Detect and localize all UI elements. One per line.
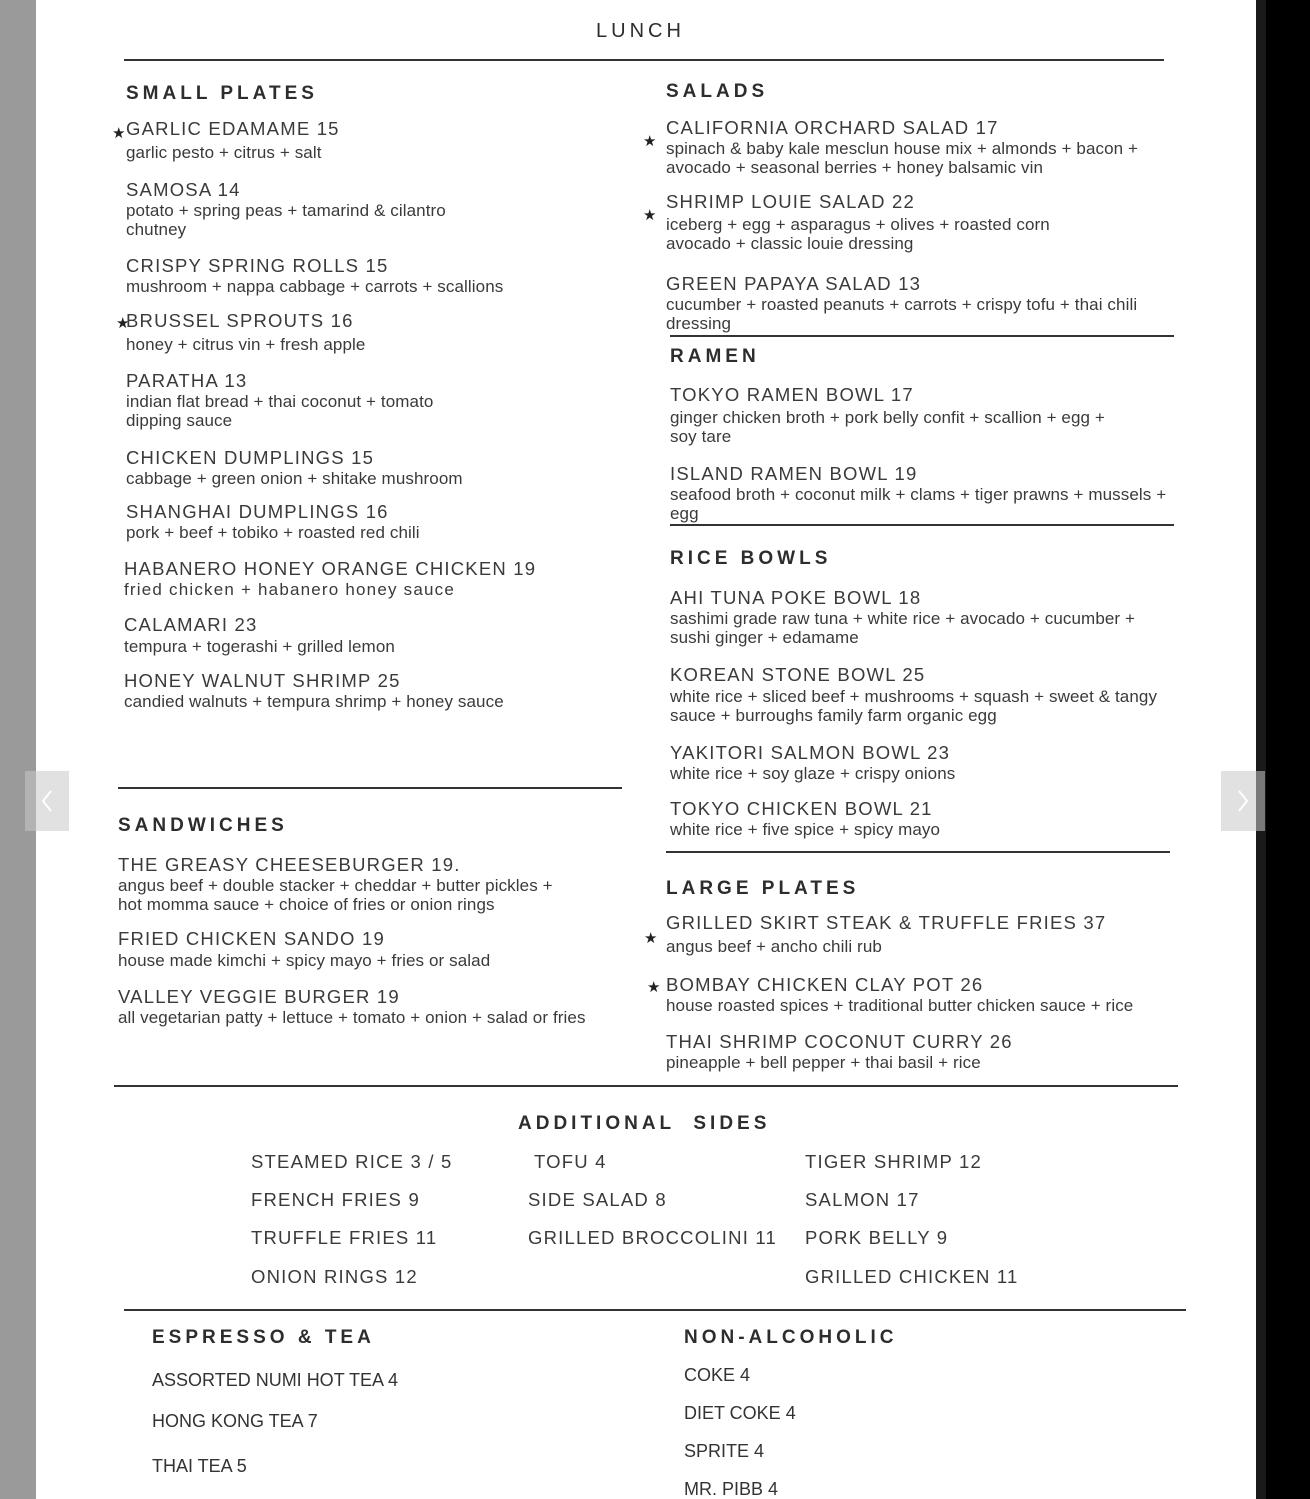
item-description: garlic pesto + citrus + salt bbox=[126, 143, 322, 162]
large-plates-heading: LARGE PLATES bbox=[666, 878, 860, 899]
item-description: honey + citrus vin + fresh apple bbox=[126, 335, 366, 354]
star-marker: ★ bbox=[647, 979, 661, 996]
item-description: candied walnuts + tempura shrimp + honey sauce bbox=[124, 692, 504, 711]
item-name: VALLEY VEGGIE BURGER 19 bbox=[118, 986, 400, 1007]
star-marker: ★ bbox=[644, 930, 658, 947]
item-name: TOKYO RAMEN BOWL 17 bbox=[670, 384, 914, 405]
star-marker: ★ bbox=[112, 125, 126, 142]
item-description: pork + beef + tobiko + roasted red chili bbox=[126, 523, 420, 542]
item-name: SAMOSA 14 bbox=[126, 179, 241, 200]
drink-item: MR. PIBB 4 bbox=[684, 1479, 779, 1499]
menu-item bbox=[124, 670, 604, 711]
item-description: white rice + five spice + spicy mayo bbox=[670, 820, 941, 839]
item-description: white rice + sliced beef + mushrooms + squash + sweet & tangy sauce + burroughs family farm organic egg bbox=[670, 687, 1158, 725]
item-name: SHANGHAI DUMPLINGS 16 bbox=[126, 501, 389, 522]
sandwiches-heading: SANDWICHES bbox=[118, 815, 288, 836]
ramen-heading: RAMEN bbox=[670, 346, 760, 367]
item-description: indian flat bread + thai coconut + tomato dipping sauce bbox=[126, 392, 434, 430]
chevron-right-icon bbox=[1233, 787, 1253, 815]
menu-item bbox=[670, 587, 1160, 647]
menu-item bbox=[670, 463, 1180, 523]
item-description: ginger chicken broth + pork belly confit + scallion + egg + soy tare bbox=[670, 408, 1105, 446]
item-name: CRISPY SPRING ROLLS 15 bbox=[126, 255, 389, 276]
non-alcoholic-heading: NON-ALCOHOLIC bbox=[684, 1327, 898, 1348]
item-description: house made kimchi + spicy mayo + fries or salad bbox=[118, 951, 491, 970]
menu-page bbox=[36, 0, 1256, 1499]
divider bbox=[114, 1085, 1178, 1087]
drink-item: COKE 4 bbox=[684, 1365, 751, 1385]
item-name: TOKYO CHICKEN BOWL 21 bbox=[670, 798, 933, 819]
drink-item: THAI TEA 5 bbox=[152, 1456, 247, 1476]
item-name: YAKITORI SALMON BOWL 23 bbox=[670, 742, 951, 763]
item-description: white rice + soy glaze + crispy onions bbox=[670, 764, 956, 783]
rice-bowls-heading: RICE BOWLS bbox=[670, 548, 832, 569]
drink-item: SPRITE 4 bbox=[684, 1441, 765, 1461]
viewer-right-edge bbox=[1256, 0, 1266, 1499]
side-item: GRILLED BROCCOLINI 11 bbox=[528, 1227, 777, 1248]
menu-item bbox=[670, 664, 1180, 725]
menu-item bbox=[118, 854, 558, 914]
side-item: FRENCH FRIES 9 bbox=[251, 1189, 420, 1210]
menu-item bbox=[118, 986, 628, 1027]
star-marker: ★ bbox=[116, 315, 130, 332]
item-description: all vegetarian patty + lettuce + tomato + onion + salad or fries bbox=[118, 1008, 586, 1027]
menu-item bbox=[670, 798, 1170, 839]
item-description: cucumber + roasted peanuts + carrots + crispy tofu + thai chili dressing bbox=[666, 295, 1138, 333]
next-page-button[interactable] bbox=[1221, 771, 1265, 831]
menu-item bbox=[126, 370, 476, 430]
menu-item bbox=[666, 273, 1156, 333]
menu-item bbox=[126, 447, 606, 488]
viewer-left-edge bbox=[0, 0, 36, 1499]
item-name: ISLAND RAMEN BOWL 19 bbox=[670, 463, 918, 484]
menu-item bbox=[670, 384, 1120, 446]
item-description: tempura + togerashi + grilled lemon bbox=[124, 637, 395, 656]
item-name: GRILLED SKIRT STEAK & TRUFFLE FRIES 37 bbox=[666, 912, 1107, 933]
item-description: spinach & baby kale mesclun house mix + almonds + bacon + avocado + seasonal berries + honey balsamic vin bbox=[666, 139, 1139, 177]
salads-heading: SALADS bbox=[666, 81, 769, 102]
item-name: HABANERO HONEY ORANGE CHICKEN 19 bbox=[124, 558, 537, 579]
side-item: TIGER SHRIMP 12 bbox=[805, 1151, 983, 1172]
item-name: CALAMARI 23 bbox=[124, 614, 258, 635]
item-name: KOREAN STONE BOWL 25 bbox=[670, 664, 926, 685]
item-name: CHICKEN DUMPLINGS 15 bbox=[126, 447, 375, 468]
divider bbox=[124, 1309, 1186, 1311]
espresso-tea-heading: ESPRESSO & TEA bbox=[152, 1327, 375, 1348]
item-name: HONEY WALNUT SHRIMP 25 bbox=[124, 670, 401, 691]
item-description: sashimi grade raw tuna + white rice + avocado + cucumber + sushi ginger + edamame bbox=[670, 609, 1136, 647]
item-name: THAI SHRIMP COCONUT CURRY 26 bbox=[666, 1031, 1013, 1052]
item-name: GARLIC EDAMAME 15 bbox=[126, 118, 340, 139]
item-description: mushroom + nappa cabbage + carrots + scallions bbox=[126, 277, 504, 296]
menu-item bbox=[126, 118, 606, 162]
drink-item: HONG KONG TEA 7 bbox=[152, 1411, 318, 1431]
side-item: GRILLED CHICKEN 11 bbox=[805, 1266, 1019, 1287]
item-name: THE GREASY CHEESEBURGER 19. bbox=[118, 854, 461, 875]
divider bbox=[666, 851, 1170, 853]
item-name: BRUSSEL SPROUTS 16 bbox=[126, 310, 354, 331]
item-name: BOMBAY CHICKEN CLAY POT 26 bbox=[666, 974, 984, 995]
previous-page-button[interactable] bbox=[25, 771, 69, 831]
menu-title: LUNCH bbox=[596, 20, 685, 42]
item-name: SHRIMP LOUIE SALAD 22 bbox=[666, 191, 915, 212]
small-plates-heading: SMALL PLATES bbox=[126, 83, 318, 104]
menu-item bbox=[124, 558, 604, 599]
side-item: ONION RINGS 12 bbox=[251, 1266, 418, 1287]
side-item: SIDE SALAD 8 bbox=[528, 1189, 667, 1210]
item-description: cabbage + green onion + shitake mushroom bbox=[126, 469, 463, 488]
divider bbox=[124, 59, 1164, 61]
menu-item bbox=[666, 1031, 1166, 1072]
item-name: AHI TUNA POKE BOWL 18 bbox=[670, 587, 922, 608]
item-name: FRIED CHICKEN SANDO 19 bbox=[118, 928, 385, 949]
drink-item: ASSORTED NUMI HOT TEA 4 bbox=[152, 1370, 399, 1390]
item-name: PARATHA 13 bbox=[126, 370, 248, 391]
item-description: pineapple + bell pepper + thai basil + rice bbox=[666, 1053, 981, 1072]
side-item: SALMON 17 bbox=[805, 1189, 920, 1210]
menu-item bbox=[126, 255, 606, 296]
star-marker: ★ bbox=[643, 133, 657, 150]
menu-item bbox=[666, 974, 1186, 1015]
side-item: STEAMED RICE 3 / 5 bbox=[251, 1151, 453, 1172]
menu-item bbox=[124, 614, 604, 656]
item-description: potato + spring peas + tamarind & cilantro chutney bbox=[126, 201, 446, 239]
item-description: iceberg + egg + asparagus + olives + roasted corn avocado + classic louie dressing bbox=[666, 215, 1050, 253]
star-marker: ★ bbox=[643, 207, 657, 224]
item-description: fried chicken + habanero honey sauce bbox=[124, 580, 455, 599]
menu-item bbox=[666, 912, 1166, 956]
menu-item bbox=[118, 928, 618, 970]
side-item: TRUFFLE FRIES 11 bbox=[251, 1227, 438, 1248]
menu-item bbox=[666, 117, 1186, 177]
divider bbox=[670, 335, 1174, 337]
menu-item bbox=[126, 310, 606, 354]
item-description: seafood broth + coconut milk + clams + tiger prawns + mussels + egg bbox=[670, 485, 1167, 523]
item-description: angus beef + ancho chili rub bbox=[666, 937, 882, 956]
item-name: CALIFORNIA ORCHARD SALAD 17 bbox=[666, 117, 999, 138]
chevron-left-icon bbox=[37, 787, 57, 815]
drink-item: DIET COKE 4 bbox=[684, 1403, 796, 1423]
item-description: house roasted spices + traditional butter chicken sauce + rice bbox=[666, 996, 1134, 1015]
side-item: TOFU 4 bbox=[534, 1151, 607, 1172]
menu-item bbox=[126, 179, 486, 239]
menu-item bbox=[126, 501, 606, 542]
item-description: angus beef + double stacker + cheddar + butter pickles + hot momma sauce + choice of fries or onion rings bbox=[118, 876, 553, 914]
item-name: GREEN PAPAYA SALAD 13 bbox=[666, 273, 922, 294]
additional-sides-heading: ADDITIONAL SIDES bbox=[518, 1113, 771, 1134]
menu-item bbox=[670, 742, 1170, 783]
divider bbox=[670, 524, 1174, 526]
side-item: PORK BELLY 9 bbox=[805, 1227, 949, 1248]
menu-item bbox=[666, 191, 1066, 253]
divider bbox=[118, 787, 622, 789]
